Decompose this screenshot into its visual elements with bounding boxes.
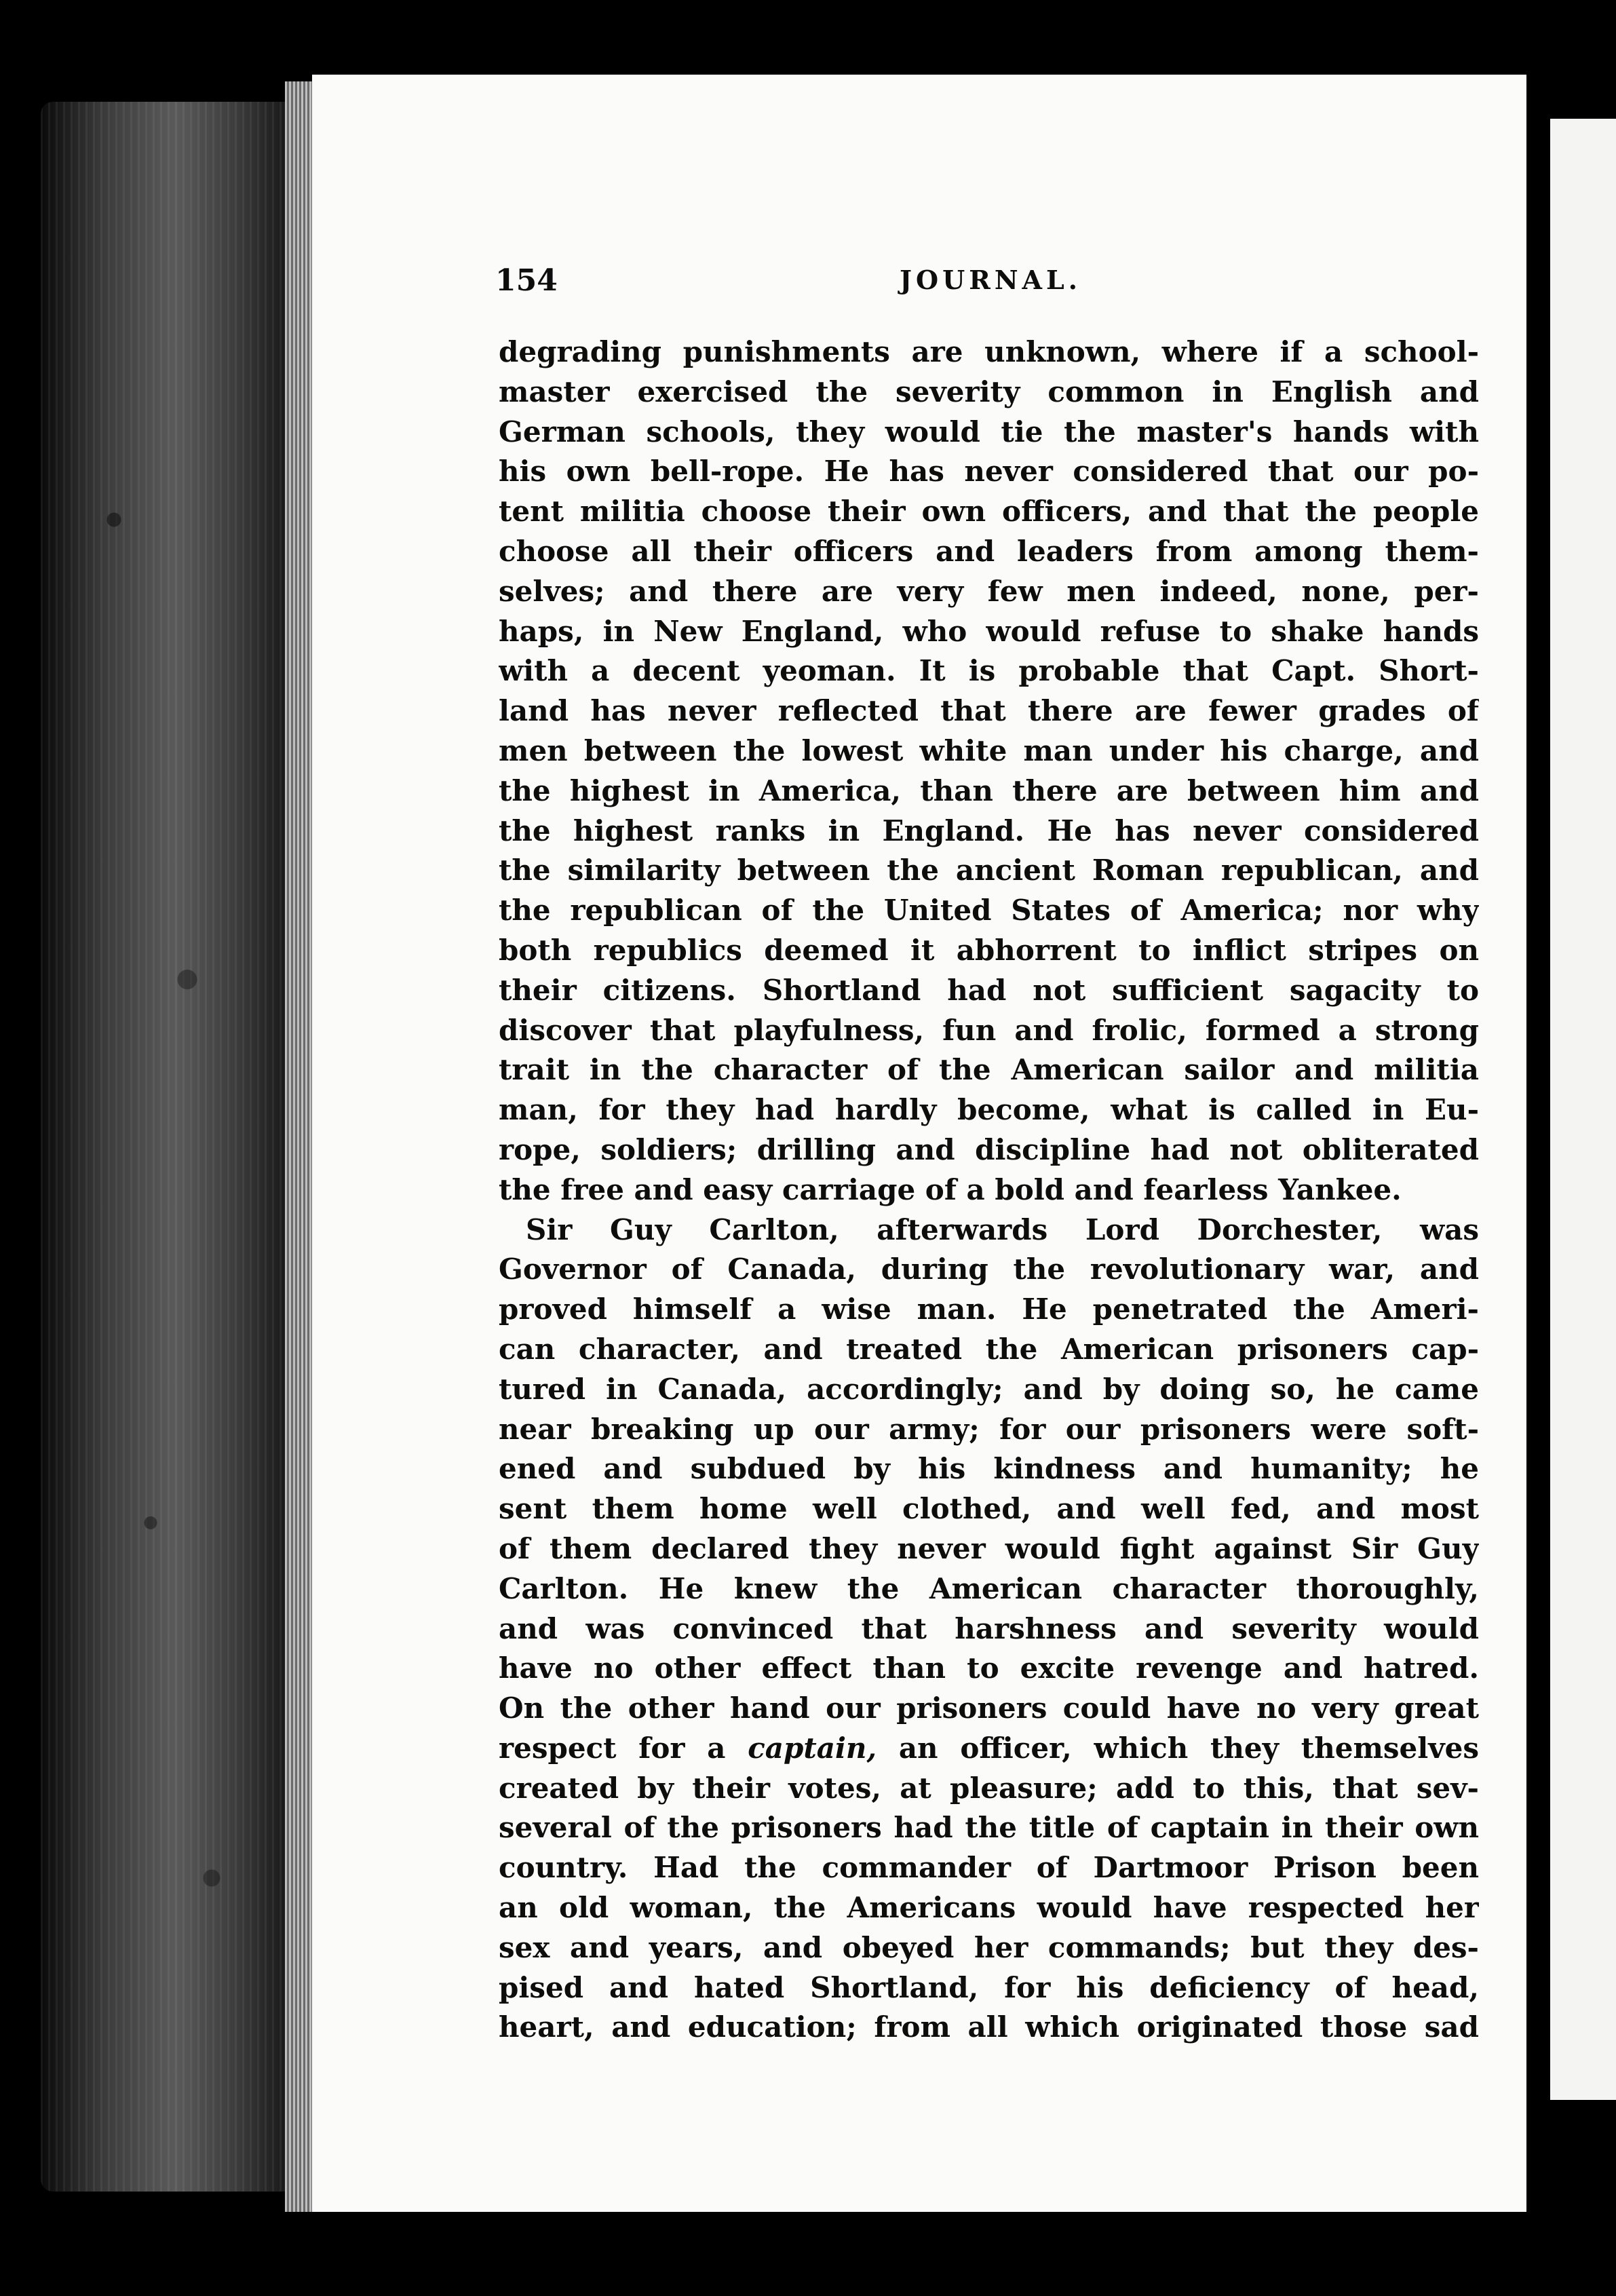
text-segment: an officer, which they themselves [877,1731,1479,1765]
text-line: ened and subdued by his kindness and humanity; he [499,1452,1479,1486]
text-line: selves; and there are very few men indeed, none, per- [499,574,1479,608]
text-line: proved himself a wise man. He penetrated the Ameri- [499,1293,1479,1326]
text-line: choose all their officers and leaders from among them- [499,534,1479,568]
text-line: rope, soldiers; drilling and discipline had not obliterated [499,1132,1479,1166]
facing-page-edge [1550,119,1616,2100]
text-line: the highest in America, than there are between him and [499,773,1479,807]
text-line: On the other hand our prisoners could have no very great [499,1691,1479,1725]
text-line: an old woman, the Americans would have respected her [499,1891,1479,1925]
text-line: several of the prisoners had the title of captain in their own [499,1811,1479,1845]
running-head: JOURNAL. [900,265,1081,295]
spine-speckle [41,102,285,2192]
text-line: and was convinced that harshness and severity would [499,1611,1479,1645]
text-line: heart, and education; from all which originated those sad [499,2010,1479,2044]
text-line-with-italic [499,1729,1479,1769]
text-line: discover that playfulness, fun and frolic, formed a strong [499,1013,1479,1047]
text-line: haps, in New England, who would refuse to shake hands [499,614,1479,648]
page-edges [285,81,315,2212]
text-line: the highest ranks in England. He has never considered [499,814,1479,847]
page-header [495,263,1486,311]
text-line: pised and hated Shortland, for his deficiency of head, [499,1970,1479,2004]
text-line: man, for they had hardly become, what is called in Eu- [499,1093,1479,1127]
text-line: trait in the character of the American sailor and militia [499,1053,1479,1087]
paragraph-end-line: the free and easy carriage of a bold and fearless Yankee. [499,1172,1402,1206]
text-line: Governor of Canada, during the revolutionary war, and [499,1252,1479,1286]
text-line: German schools, they would tie the master's hands with [499,415,1479,448]
text-line: sex and years, and obeyed her commands; but they des- [499,1930,1479,1964]
text-line: Carlton. He knew the American character thoroughly, [499,1571,1479,1605]
text-line: have no other effect than to excite revenge and hatred. [499,1651,1479,1685]
text-line: sent them home well clothed, and well fed, and most [499,1492,1479,1526]
italic-word: captain, [748,1731,877,1765]
text-line: degrading punishments are unknown, where if a school- [499,335,1479,368]
text-line: master exercised the severity common in English and [499,375,1479,408]
text-line: the republican of the United States of America; nor why [499,894,1479,927]
text-line: tured in Canada, accordingly; and by doing so, he came [499,1372,1479,1406]
body-text [499,332,1479,2048]
text-line: their citizens. Shortland had not sufficient sagacity to [499,973,1479,1007]
text-line: of them declared they never would fight against Sir Guy [499,1531,1479,1565]
text-line: with a decent yeoman. It is probable that Capt. Short- [499,654,1479,688]
text-line: men between the lowest white man under his charge, and [499,733,1479,767]
text-line: near breaking up our army; for our prisoners were soft- [499,1412,1479,1446]
text-segment: respect for a [499,1731,748,1765]
page-number: 154 [495,263,558,298]
text-line: can character, and treated the American prisoners cap- [499,1332,1479,1366]
text-line: land has never reflected that there are fewer grades of [499,694,1479,728]
text-line: both republics deemed it abhorrent to inflict stripes on [499,933,1479,967]
text-line: his own bell-rope. He has never considered that our po- [499,455,1479,489]
text-line: country. Had the commander of Dartmoor Prison been [499,1851,1479,1885]
paragraph-start-line: Sir Guy Carlton, afterwards Lord Dorchester, was [526,1212,1479,1246]
text-line: the similarity between the ancient Roman republican, and [499,854,1479,887]
text-line: tent militia choose their own officers, and that the people [499,495,1479,529]
text-line: created by their votes, at pleasure; add to this, that sev- [499,1771,1479,1805]
